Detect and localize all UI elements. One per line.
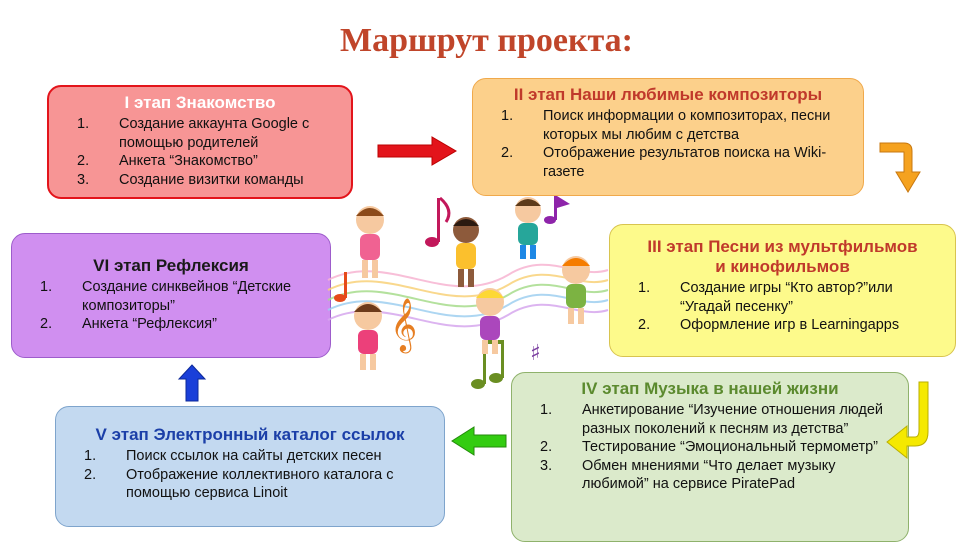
- child-figure-icon: [356, 206, 384, 278]
- music-note-icon: [425, 198, 449, 247]
- child-figure-icon: [515, 197, 541, 259]
- children-music-illustration: [318, 190, 618, 395]
- list-item: 2. Отображение коллективного каталога с помощью сервиса Linoit: [84, 466, 394, 501]
- child-figure-icon: [354, 302, 382, 370]
- stage-4-box: [511, 372, 909, 542]
- stage-5-box: [55, 406, 445, 527]
- stage-3-title: III этап Песни из мультфильмов и кинофильмов: [647, 237, 918, 276]
- list-item: 3. Обмен мнениями “Что делает музыку любимой” на сервисе PiratePad: [540, 457, 836, 492]
- stage-6-box: [11, 233, 331, 358]
- list-item: 1. Поиск информации о композиторах, песни которых мы любим с детства: [501, 108, 831, 143]
- stage-2-box: [472, 78, 864, 196]
- list-item: 3. Создание визитки команды: [77, 171, 304, 188]
- stage-4-title: IV этап Музыка в нашей жизни: [581, 379, 839, 398]
- page-title: Маршрут проекта:: [340, 22, 633, 59]
- list-item: 2. Оформление игр в Learningapps: [638, 317, 900, 333]
- list-item: 2. Отображение результатов поиска на Wiki-газете: [501, 145, 827, 180]
- music-note-icon: [544, 196, 570, 224]
- svg-text:♯: ♯: [530, 341, 541, 366]
- list-item: 1. Анкетирование “Изучение отношения людей разных поколений к песням из детства”: [540, 402, 884, 437]
- child-figure-icon: [476, 288, 504, 354]
- list-item: 2. Тестирование “Эмоциональный термометр”: [540, 439, 878, 455]
- list-item: 2. Анкета “Рефлексия”: [40, 316, 217, 332]
- stage-2-title: II этап Наши любимые композиторы: [513, 85, 823, 104]
- list-item: 2. Анкета “Знакомство”: [77, 153, 258, 169]
- treble-clef-icon: [390, 297, 417, 353]
- stage-1-list: [59, 115, 341, 189]
- arrow-up-blue-icon: [177, 363, 207, 403]
- child-figure-icon: [453, 217, 479, 287]
- stage-2-list: [483, 107, 853, 181]
- stage-6-title: VI этап Рефлексия: [93, 256, 249, 275]
- stage-5-list: [66, 447, 434, 503]
- stage-4-list: [522, 401, 898, 494]
- stage-1-title: I этап Знакомство: [124, 93, 276, 112]
- arrow-curve-down-orange-icon: [878, 138, 924, 194]
- stage-3-list: [620, 279, 945, 335]
- sharp-icon: [530, 341, 541, 366]
- stage-3-box: [609, 224, 956, 357]
- arrow-curve-down-left-yellow-icon: [885, 380, 935, 462]
- arrow-right-red-icon: [376, 136, 458, 166]
- stage-1-box: [47, 85, 353, 199]
- arrow-left-green-icon: [450, 425, 508, 457]
- child-figure-icon: [562, 256, 590, 324]
- stage-5-title: V этап Электронный каталог ссылок: [95, 425, 405, 444]
- stage-6-list: [22, 278, 320, 334]
- list-item: 1. Поиск ссылок на сайты детских песен: [84, 448, 382, 464]
- list-item: 1. Создание аккаунта Google с помощью родителей: [77, 116, 310, 151]
- list-item: 1. Создание игры “Кто автор?”или “Угадай песенку”: [638, 280, 893, 315]
- svg-text:𝄞: 𝄞: [390, 297, 418, 351]
- list-item: 1. Создание синквейнов “Детские композиторы”: [40, 279, 292, 314]
